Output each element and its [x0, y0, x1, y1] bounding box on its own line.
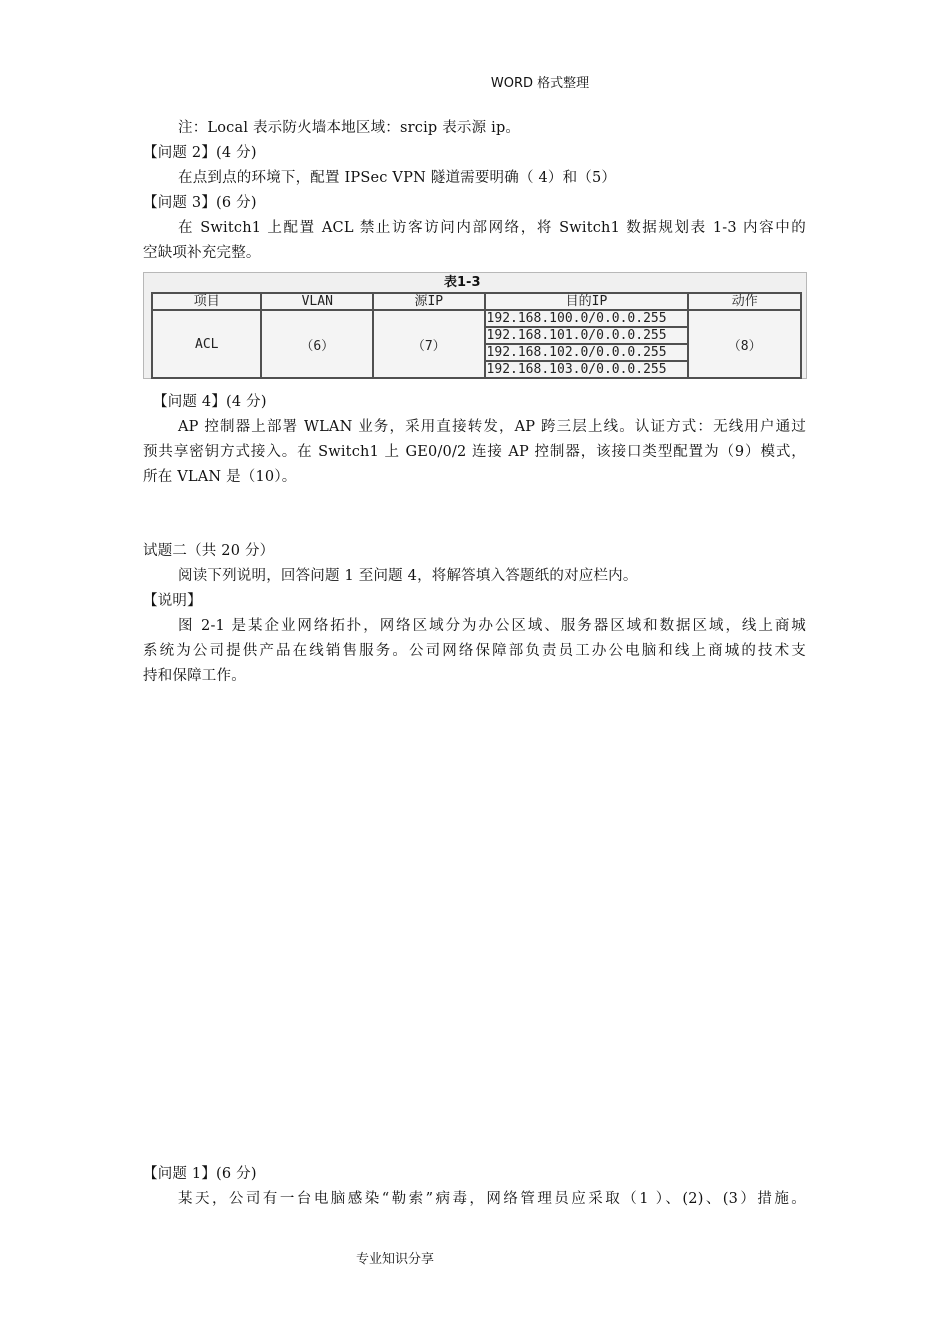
cell-action: （8）	[688, 310, 801, 378]
header-item: 项目	[152, 293, 261, 310]
cell-dst-ip: 192.168.103.0/0.0.0.255	[485, 361, 689, 378]
question-2-title: 【问题 2】(4 分)	[143, 145, 257, 161]
question-4-line1: AP 控制器上部署 WLAN 业务，采用直接转发，AP 跨三层上线。认证方式：无线用户通过	[178, 419, 806, 435]
question-1-text: 某天，公司有一台电脑感染“勒索”病毒，网络管理员应采取（1 ）、(2)、(3）措施。	[178, 1191, 806, 1207]
note-text: 注：Local 表示防火墙本地区域：srcip 表示源 ip。	[178, 120, 521, 136]
exam-intro: 阅读下列说明，回答问题 1 至问题 4，将解答填入答题纸的对应栏内。	[178, 568, 638, 584]
description-line1: 图 2-1 是某企业网络拓扑，网络区域分为办公区域、服务器区域和数据区域，线上商城	[178, 618, 806, 634]
description-line3: 持和保障工作。	[143, 668, 246, 684]
question-4-line2: 预共享密钥方式接入。在 Switch1 上 GE0/0/2 连接 AP 控制器，该接口类型配置为（9）模式，	[143, 444, 806, 460]
cell-dst-ip: 192.168.101.0/0.0.0.255	[485, 327, 689, 344]
cell-item: ACL	[152, 310, 261, 378]
header-action: 动作	[688, 293, 801, 310]
page-header: WORD 格式整理	[490, 76, 590, 91]
cell-vlan: （6）	[261, 310, 373, 378]
cell-dst-ip: 192.168.100.0/0.0.0.255	[485, 310, 689, 327]
page-footer: 专业知识分享	[355, 1252, 434, 1267]
table-row	[152, 310, 801, 327]
header-dst-ip: 目的IP	[485, 293, 689, 310]
cell-dst-ip: 192.168.102.0/0.0.0.255	[485, 344, 689, 361]
question-1-title: 【问题 1】(6 分)	[143, 1166, 257, 1182]
question-2-text: 在点到点的环境下，配置 IPSec VPN 隧道需要明确（ 4）和（5）	[178, 170, 617, 186]
acl-table	[151, 292, 802, 379]
table-header-row	[152, 293, 801, 310]
question-3-text-line2: 空缺项补充完整。	[143, 245, 261, 261]
header-vlan: VLAN	[261, 293, 373, 310]
description-line2: 系统为公司提供产品在线销售服务。公司网络保障部负责员工办公电脑和线上商城的技术支	[143, 643, 806, 659]
question-4-title: 【问题 4】(4 分)	[153, 394, 267, 410]
question-3-title: 【问题 3】(6 分)	[143, 195, 257, 211]
header-src-ip: 源IP	[373, 293, 485, 310]
exam-question-2-title: 试题二（共 20 分）	[143, 543, 275, 559]
question-3-text-line1: 在 Switch1 上配置 ACL 禁止访客访问内部网络，将 Switch1 数据规划表 1-3 内容中的	[178, 220, 806, 236]
acl-table-figure	[143, 272, 807, 379]
table-caption: 表1-3	[444, 275, 481, 290]
cell-src-ip: （7）	[373, 310, 485, 378]
description-title: 【说明】	[143, 593, 202, 609]
question-4-line3: 所在 VLAN 是（10）。	[143, 469, 297, 485]
